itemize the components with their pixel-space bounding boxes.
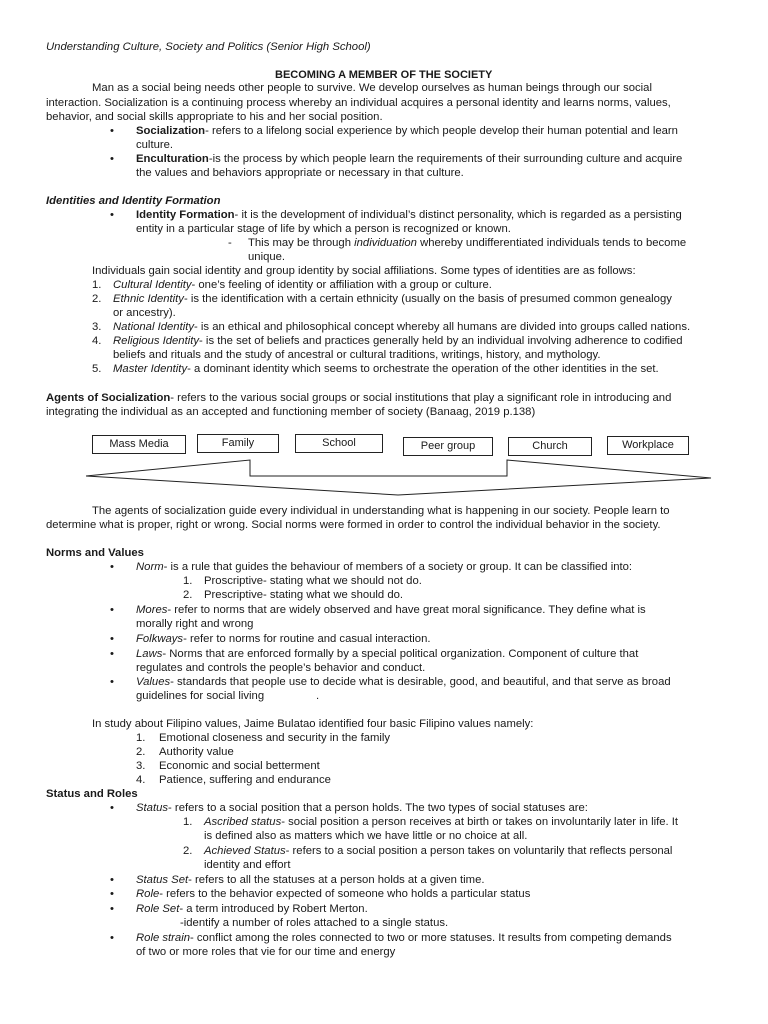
list-item-number: 3. [92, 321, 102, 333]
norm-subitem: Prescriptive- stating what we should do. [204, 589, 404, 601]
norm-subitem: Proscriptive- stating what we should not do. [204, 575, 422, 587]
status-set-definition: • Status Set- refers to all the statuses at a person holds at a given time. [136, 873, 485, 887]
values-definition: • Values- standards that people use to decide what is desirable, good, and beautiful, and that serve as broad [136, 675, 671, 689]
sublist-number: 1. [183, 575, 193, 587]
list-item-number: 1. [92, 279, 102, 291]
list-item: Emotional closeness and security in the family [159, 732, 391, 744]
intro-line: Man as a social being needs other people to survive. We develop ourselves as human beings through our social [92, 82, 652, 94]
enculturation-definition: • Enculturation-is the process by which people learn the requirements of their surrounding culture and acquire [136, 152, 682, 166]
intro-line: interaction. Socialization is a continuing process whereby an individual acquires a personal identity and learns norms, values, [46, 97, 671, 109]
identities-heading: Identities and Identity Formation [46, 195, 221, 207]
enculturation-definition-cont: the values and behaviors appropriate or necessary in that culture. [136, 167, 464, 179]
values-definition-cont: guidelines for social living [136, 690, 265, 702]
list-item: Authority value [159, 746, 234, 758]
list-item: National Identity- is an ethical and philosophical concept whereby all humans are divided into groups called nations. [113, 321, 691, 333]
list-item-cont: beliefs and rituals and the study of ancestral or cultural traditions, writings, history, and mythology. [113, 349, 601, 361]
agents-explanation: The agents of socialization guide every individual in understanding what is happening in our society. People learn to [92, 505, 670, 517]
sublist-number: 2. [183, 589, 193, 601]
list-item: Patience, suffering and endurance [159, 774, 331, 786]
values-period: . [316, 690, 320, 702]
agent-box-mass-media: Mass Media [92, 435, 186, 454]
laws-definition-cont: regulates and controls the people’s behavior and conduct. [136, 662, 426, 674]
status-definition: • Status- refers to a social position that a person holds. The two types of social statuses are: [136, 801, 588, 815]
norm-definition: • Norm- is a rule that guides the behaviour of members of a society or group. It can be classified into: [136, 560, 632, 574]
document-title: BECOMING A MEMBER OF THE SOCIETY [275, 69, 493, 81]
filipino-values-lead: In study about Filipino values, Jaime Bulatao identified four basic Filipino values namely: [92, 718, 534, 730]
identity-formation-cont: entity in a particular stage of life by which a person is recognized or known. [136, 223, 511, 235]
ascribed-status-cont: is defined also as matters which we have little or no choice at all. [204, 830, 528, 842]
intro-line: behavior, and social skills appropriate to his and her social position. [46, 111, 383, 123]
running-header: Understanding Culture, Society and Politics (Senior High School) [46, 41, 371, 53]
identity-formation-definition: • Identity Formation- it is the development of individual’s distinct personality, which is regarded as a persisting [136, 208, 682, 222]
agent-box-church: Church [508, 437, 592, 456]
list-item: Cultural Identity- one’s feeling of identity or affiliation with a group or culture. [113, 279, 492, 291]
list-item-number: 3. [136, 760, 146, 772]
role-set-cont: -identify a number of roles attached to a single status. [180, 917, 449, 929]
list-item-number: 2. [136, 746, 146, 758]
agents-definition-cont: integrating the individual as an accepted and functioning member of society (Banaag, 2019 p.138) [46, 406, 536, 418]
list-item-number: 4. [136, 774, 146, 786]
role-set-definition: • Role Set- a term introduced by Robert Merton. [136, 902, 368, 916]
mores-definition: • Mores- refer to norms that are widely observed and have great moral significance. They define what is [136, 603, 646, 617]
socialization-definition: • Socialization- refers to a lifelong social experience by which people develop their human potential and learn [136, 124, 678, 138]
agent-box-peer-group: Peer group [403, 437, 493, 456]
individuation-note: This may be through individuation whereby undifferentiated individuals tends to become [248, 237, 687, 249]
ascribed-status-definition: Ascribed status- social position a person receives at birth or takes on involuntarily later in life. It [204, 816, 679, 828]
laws-definition: • Laws- Norms that are enforced formally by a special political organization. Component of culture that [136, 647, 638, 661]
role-strain-definition: • Role strain- conflict among the roles connected to two or more statuses. It results from competing demands [136, 931, 672, 945]
list-item-number: 1. [136, 732, 146, 744]
list-item: Religious Identity- is the set of beliefs and practices generally held by an individual involving adherence to codified [113, 335, 683, 347]
sublist-number: 1. [183, 816, 193, 828]
agents-explanation-cont: determine what is proper, right or wrong. Social norms were formed in order to control the individual behavior in the society. [46, 519, 661, 531]
norms-heading: Norms and Values [46, 547, 144, 559]
sublist-number: 2. [183, 845, 193, 857]
role-definition: • Role- refers to the behavior expected of someone who holds a particular status [136, 887, 530, 901]
list-item-number: 4. [92, 335, 102, 347]
achieved-status-cont: identity and effort [204, 859, 291, 871]
folkways-definition: • Folkways- refer to norms for routine and casual interaction. [136, 632, 431, 646]
role-strain-cont: of two or more roles that vie for our time and energy [136, 946, 396, 958]
achieved-status-definition: Achieved Status- refers to a social position a person takes on voluntarily that reflects personal [204, 845, 673, 857]
mores-definition-cont: morally right and wrong [136, 618, 254, 630]
dash-marker: - [228, 237, 232, 249]
agent-box-workplace: Workplace [607, 436, 689, 455]
list-item: Economic and social betterment [159, 760, 320, 772]
identities-lead: Individuals gain social identity and group identity by social affiliations. Some types of identities are as follows: [92, 265, 636, 277]
individuation-note-cont: unique. [248, 251, 286, 263]
list-item-number: 2. [92, 293, 102, 305]
list-item-cont: or ancestry). [113, 307, 176, 319]
list-item: Master Identity- a dominant identity which seems to orchestrate the operation of the other identities in the set. [113, 363, 659, 375]
agent-box-family: Family [197, 434, 279, 453]
agents-definition: Agents of Socialization- refers to the various social groups or social institutions that play a significant role in introducing and [46, 392, 672, 404]
list-item-number: 5. [92, 363, 102, 375]
status-heading: Status and Roles [46, 788, 138, 800]
list-item: Ethnic Identity- is the identification with a certain ethnicity (usually on the basis of presumed common genealogy [113, 293, 672, 305]
agent-box-school: School [295, 434, 383, 453]
socialization-definition-cont: culture. [136, 139, 174, 151]
